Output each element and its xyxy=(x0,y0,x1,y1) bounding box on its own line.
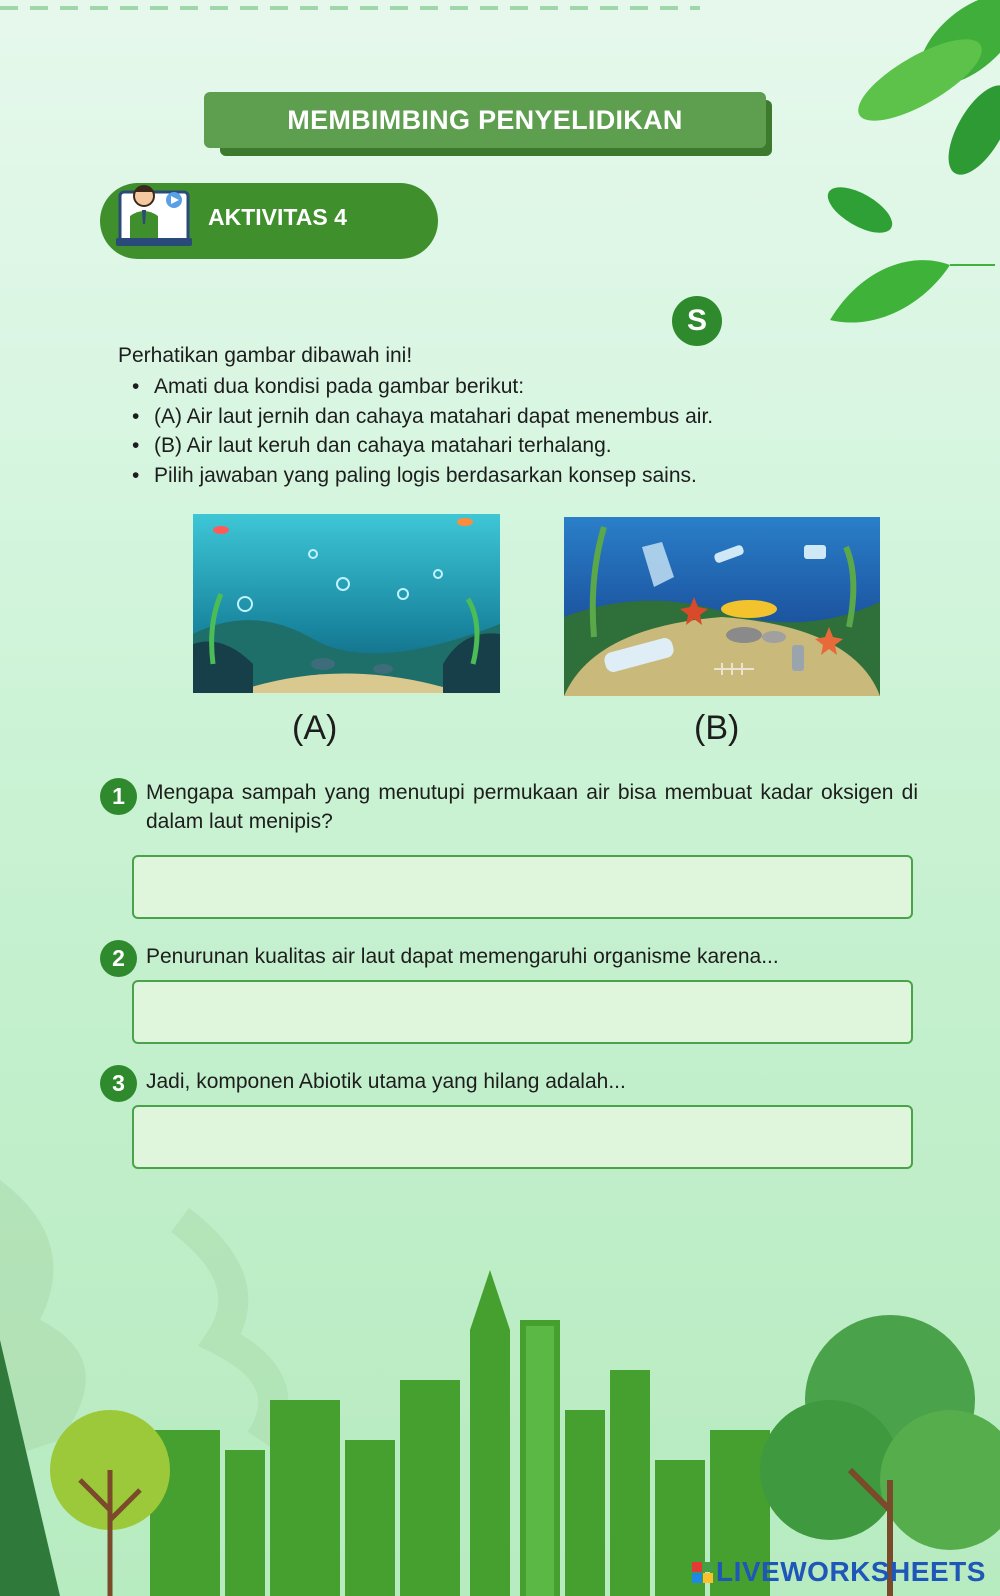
city-skyline-illustration xyxy=(0,1180,1000,1596)
list-item: • Amati dua kondisi pada gambar berikut: xyxy=(132,372,713,402)
caption-b: (B) xyxy=(694,709,740,747)
list-item: • (B) Air laut keruh dan cahaya matahari terhalang. xyxy=(132,431,713,461)
question-1-text: Mengapa sampah yang menutupi permukaan air bisa membuat kadar oksigen di dalam laut menipis? xyxy=(146,781,918,833)
question-1-number: 1 xyxy=(100,778,137,815)
question-3-text: Jadi, komponen Abiotik utama yang hilang adalah... xyxy=(146,1070,626,1093)
activity-label: AKTIVITAS 4 xyxy=(208,204,347,230)
polluted-sea-image xyxy=(564,517,880,696)
question-2-number: 2 xyxy=(100,940,137,977)
liveworksheets-logo xyxy=(692,1556,986,1588)
teacher-presenter-icon xyxy=(112,180,196,250)
list-item: • Pilih jawaban yang paling logis berdasarkan konsep sains. xyxy=(132,461,713,491)
brand-name: LIVEWORKSHEETS xyxy=(716,1556,986,1587)
instructions-intro: Perhatikan gambar dibawah ini! xyxy=(118,344,413,367)
answer-1-input[interactable] xyxy=(132,855,913,919)
list-item: • (A) Air laut jernih dan cahaya matahari dapat menembus air. xyxy=(132,402,713,432)
top-dashed-divider xyxy=(0,6,700,10)
page-title: MEMBIMBING PENYELIDIKAN xyxy=(204,92,766,148)
answer-2-input[interactable] xyxy=(132,980,913,1044)
liveworksheets-mark-icon xyxy=(692,1562,713,1583)
leaves-decoration xyxy=(670,0,1000,360)
clear-sea-image xyxy=(193,514,500,693)
question-3-number: 3 xyxy=(100,1065,137,1102)
instructions-list xyxy=(132,372,713,490)
answer-3-input[interactable] xyxy=(132,1105,913,1169)
question-2-text: Penurunan kualitas air laut dapat memengaruhi organisme karena... xyxy=(146,945,779,968)
s-badge: S xyxy=(672,296,722,346)
caption-a: (A) xyxy=(292,709,338,747)
